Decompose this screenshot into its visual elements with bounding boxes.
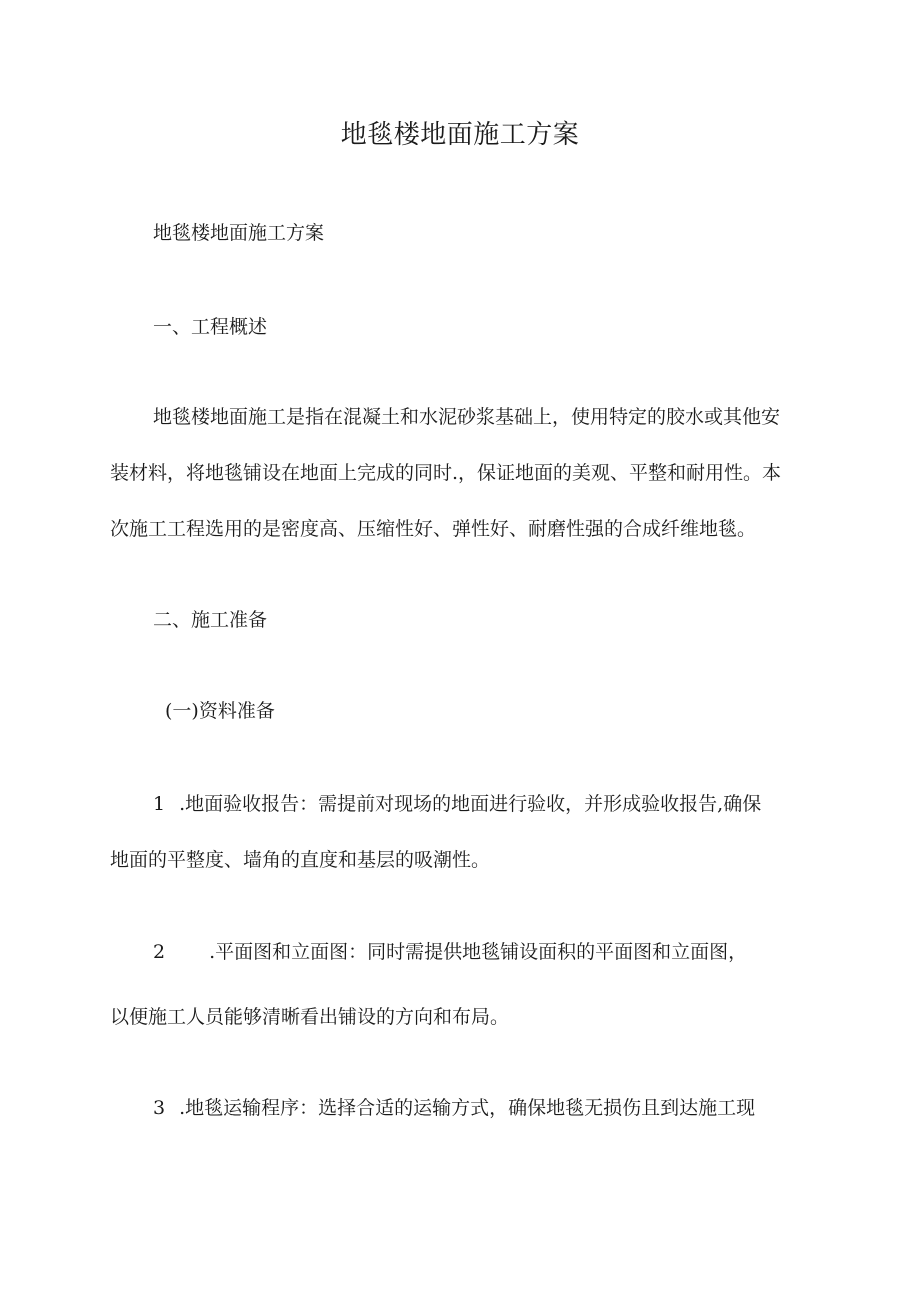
item-number: 3 (153, 1097, 166, 1119)
section1-heading: 一、工程概述 (153, 316, 268, 338)
document-subtitle: 地毯楼地面施工方案 (153, 222, 325, 244)
item-text: .平面图和立面图：同时需提供地毯铺设面积的平面图和立面图， (209, 941, 748, 963)
item-number: 1 (153, 793, 166, 815)
page-title: 地毯楼地面施工方案 (340, 120, 580, 150)
section2-heading: 二、施工准备 (153, 609, 268, 631)
item-text: .地面验收报告：需提前对现场的地面进行验收，并形成验收报告,确保 (179, 793, 762, 815)
section1-para-line: 装材料，将地毯铺设在地面上完成的同时.，保证地面的美观、平整和耐用性。本 (110, 462, 782, 484)
list-item-1 (153, 789, 761, 816)
section1-para-line: 次施工工程选用的是密度高、压缩性好、弹性好、耐磨性强的合成纤维地毯。 (110, 518, 757, 540)
list-item-2-continuation: 以便施工人员能够清晰看出铺设的方向和布局。 (110, 1006, 510, 1028)
section1-para-line: 地毯楼地面施工是指在混凝土和水泥砂浆基础上，使用特定的胶水或其他安 (153, 406, 781, 428)
section2-subheading: (一)资料准备 (165, 700, 275, 722)
list-item-1-continuation: 地面的平整度、墙角的直度和基层的吸潮性。 (110, 849, 491, 871)
item-number: 2 (153, 941, 166, 963)
list-item-3 (153, 1093, 755, 1120)
list-item-2 (153, 937, 747, 964)
item-text: .地毯运输程序：选择合适的运输方式，确保地毯无损伤且到达施工现 (179, 1097, 756, 1119)
